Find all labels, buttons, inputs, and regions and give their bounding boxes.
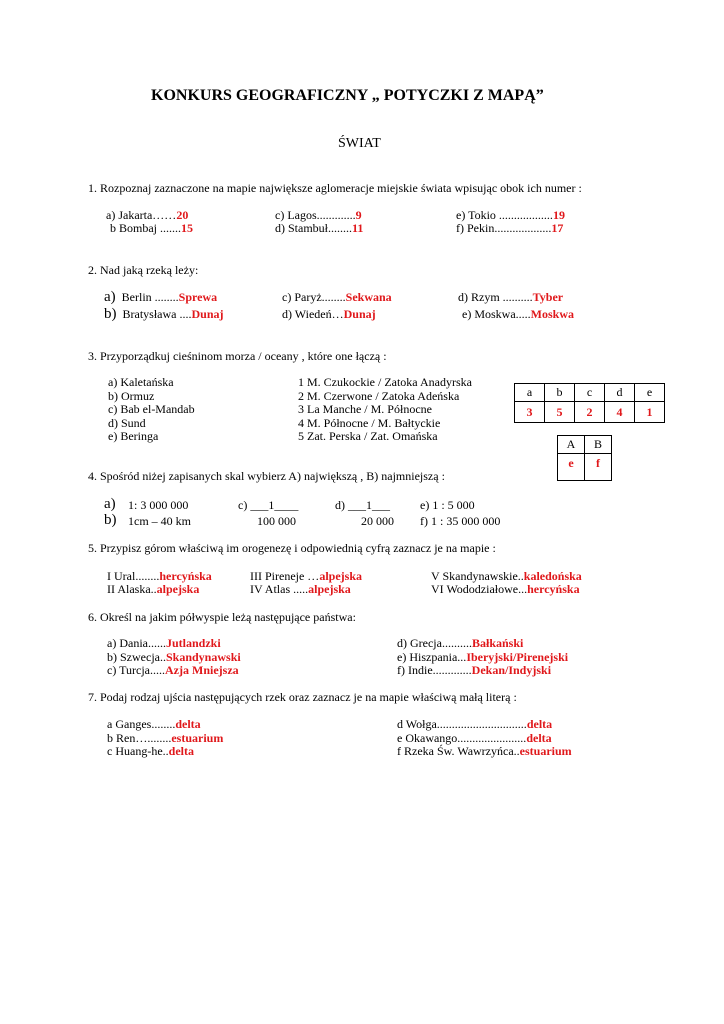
answer-table-q3 [514, 383, 665, 423]
scale-item: e) 1 : 5 000 [420, 498, 475, 512]
answer-item: V Skandynawskie..kaledońska [431, 569, 582, 583]
answer-item: a Ganges........delta [107, 717, 201, 731]
question-7-text: 7. Podaj rodzaj ujścia następujących rzek oraz zaznacz je na mapie właściwą małą literą : [88, 690, 517, 704]
scale-item: 1cm – 40 km [128, 514, 191, 528]
table-cell: B [585, 436, 612, 454]
question-6-text: 6. Określ na jakim półwyspie leżą następujące państwa: [88, 610, 356, 624]
answer-item: III Pireneje …alpejska [250, 569, 362, 583]
table-answer-row [558, 454, 612, 481]
sea-item: 3 La Manche / M. Północne [298, 402, 432, 416]
sea-item: 5 Zat. Perska / Zat. Omańska [298, 429, 438, 443]
answer-item: b) Szwecja..Skandynawski [107, 650, 241, 664]
answer-item: a) Dania......Jutlandzki [107, 636, 221, 650]
table-header-row [515, 384, 665, 402]
answer-item: e) Tokio ..................19 [456, 208, 565, 222]
question-5-text: 5. Przypisz górom właściwą im orogenezę i odpowiednią cyfrą zaznacz je na mapie : [88, 541, 496, 555]
answer-item: VI Wododziałowe...hercyńska [431, 582, 580, 596]
table-cell: 5 [545, 402, 575, 423]
strait-item: d) Sund [108, 416, 146, 430]
question-1-text: 1. Rozpoznaj zaznaczone na mapie największe aglomeracje miejskie świata wpisując obok ich numer : [88, 181, 582, 195]
question-3-text: 3. Przyporządkuj cieśninom morza / oceany , które one łączą : [88, 349, 387, 363]
table-cell: 2 [575, 402, 605, 423]
answer-item: b Ren…........estuarium [107, 731, 224, 745]
answer-item: d) Stambuł........11 [275, 221, 364, 235]
strait-item: a) Kaletańska [108, 375, 174, 389]
answer-item: c) Turcja.....Azja Mniejsza [107, 663, 239, 677]
answer-item: f Rzeka Św. Wawrzyńca..estuarium [397, 744, 572, 758]
answer-item: c) Paryż........Sekwana [282, 290, 392, 304]
answer-item: b) Bratysława ....Dunaj [104, 306, 224, 322]
answer-item: f) Indie.............Dekan/Indyjski [397, 663, 552, 677]
table-cell: 4 [605, 402, 635, 423]
page-subtitle: ŚWIAT [338, 136, 381, 151]
answer-item: e Okawango.......................delta [397, 731, 552, 745]
sea-item: 1 M. Czukockie / Zatoka Anadyrska [298, 375, 472, 389]
answer-item: d) Grecja..........Bałkański [397, 636, 524, 650]
scale-item: 20 000 [361, 514, 394, 528]
table-cell: c [575, 384, 605, 402]
table-cell: b [545, 384, 575, 402]
table-cell: f [585, 454, 612, 481]
answer-item: b Bombaj .......15 [110, 221, 193, 235]
page-title: KONKURS GEOGRAFICZNY „ POTYCZKI Z MAPĄ” [151, 87, 544, 104]
scale-letter: b) [104, 512, 117, 528]
scale-item: 1: 3 000 000 [128, 498, 189, 512]
scale-item: 100 000 [257, 514, 296, 528]
table-cell: a [515, 384, 545, 402]
sea-item: 4 M. Północne / M. Bałtyckie [298, 416, 441, 430]
scale-item: d) ___1___ [335, 498, 390, 512]
table-cell: e [558, 454, 585, 481]
answer-item: c Huang-he..delta [107, 744, 194, 758]
table-cell: 3 [515, 402, 545, 423]
scale-item: f) 1 : 35 000 000 [420, 514, 501, 528]
answer-item: e) Hiszpania...Iberyjski/Pirenejski [397, 650, 569, 664]
table-cell: e [635, 384, 665, 402]
sea-item: 2 M. Czerwone / Zatoka Adeńska [298, 389, 460, 403]
scale-item: c) ___1____ [238, 498, 299, 512]
answer-item: II Alaska..alpejska [107, 582, 200, 596]
question-2-text: 2. Nad jaką rzeką leży: [88, 263, 199, 277]
answer-item: I Ural........hercyńska [107, 569, 212, 583]
answer-table-q4 [557, 435, 612, 481]
answer-item: d) Wiedeń…Dunaj [282, 307, 376, 321]
scale-letter: a) [104, 496, 116, 512]
answer-item: c) Lagos.............9 [275, 208, 362, 222]
answer-item: d) Rzym ..........Tyber [458, 290, 564, 304]
answer-item: a) Berlin ........Sprewa [104, 289, 218, 305]
strait-item: b) Ormuz [108, 389, 155, 403]
answer-item: d Wołga..............................delta [397, 717, 553, 731]
answer-item: f) Pekin...................17 [456, 221, 564, 235]
answer-item: a) Jakarta……20 [106, 208, 189, 222]
answer-item: e) Moskwa.....Moskwa [462, 307, 574, 321]
table-cell: A [558, 436, 585, 454]
table-answer-row [515, 402, 665, 423]
table-header-row [558, 436, 612, 454]
question-4-text: 4. Spośród niżej zapisanych skal wybierz A) największą , B) najmniejszą : [88, 469, 445, 483]
answer-item: IV Atlas .....alpejska [250, 582, 351, 596]
table-cell: d [605, 384, 635, 402]
strait-item: c) Bab el-Mandab [108, 402, 195, 416]
table-cell: 1 [635, 402, 665, 423]
strait-item: e) Beringa [108, 429, 159, 443]
